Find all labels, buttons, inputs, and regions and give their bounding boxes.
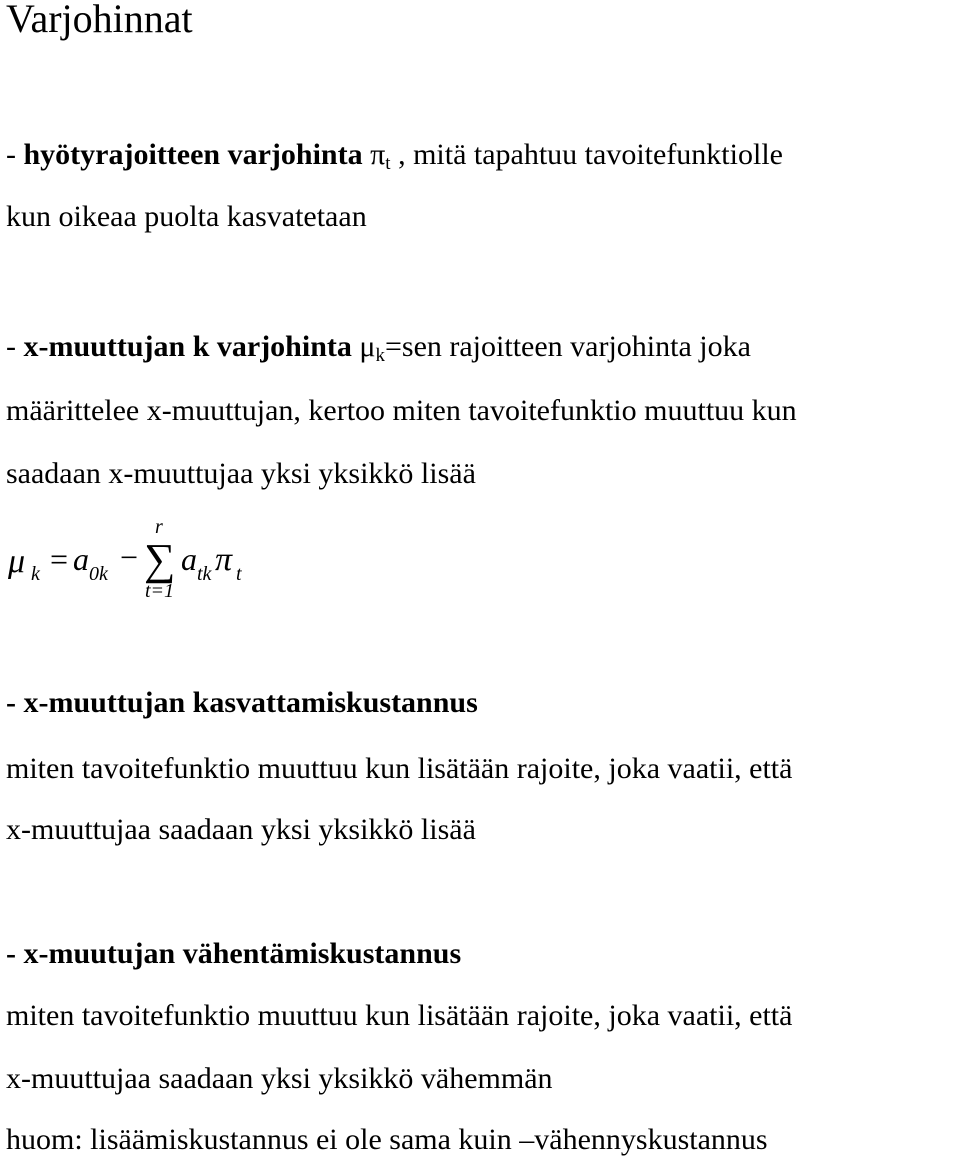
shadow-price-formula — [0, 500, 300, 610]
section2-dash: - — [6, 330, 24, 363]
section1-symbol: π — [370, 138, 386, 171]
formula-mu: μ — [8, 543, 26, 580]
formula-a: a — [181, 541, 197, 577]
section4-line3: x-muuttujaa saadaan yksi yksikkö vähemmän — [6, 1062, 553, 1095]
section2-line3: saadaan x-muuttujaa yksi yksikkö lisää — [6, 457, 476, 490]
section3-line3: x-muuttujaa saadaan yksi yksikkö lisää — [6, 813, 476, 846]
section2-symbol: μ — [359, 330, 376, 363]
formula-a-sub: tk — [197, 563, 212, 585]
section1-line1 — [6, 136, 783, 183]
formula-mu-sub: k — [31, 563, 40, 585]
formula-sigma-top: r — [155, 516, 163, 538]
section1-dash: - — [6, 138, 24, 171]
section1-heading: hyötyrajoitteen varjohinta — [23, 138, 363, 171]
page-title: Varjohinnat — [6, 0, 193, 41]
section3-line2: miten tavoitefunktio muuttuu kun lisätään rajoite, joka vaatii, että — [6, 752, 793, 785]
formula-equals: = — [50, 541, 69, 577]
section2-line1 — [6, 328, 751, 375]
section1-rest: , mitä tapahtuu tavoitefunktiolle — [390, 138, 783, 171]
formula-a0-sub: 0k — [89, 563, 108, 585]
formula-pi: π — [215, 541, 233, 578]
section2-symbol-sub: k — [375, 345, 385, 366]
section2-rest: =sen rajoitteen varjohinta joka — [384, 330, 751, 363]
section1-line2: kun oikeaa puolta kasvatetaan — [6, 200, 367, 233]
section4-heading: - x-muutujan vähentämiskustannus — [6, 937, 462, 970]
section2-heading: x-muuttujan k varjohinta — [23, 330, 352, 363]
formula-minus: − — [120, 539, 139, 575]
formula-pi-sub: t — [236, 563, 242, 585]
formula-a0: a — [73, 541, 89, 577]
section4-line2: miten tavoitefunktio muuttuu kun lisätään rajoite, joka vaatii, että — [6, 999, 793, 1032]
formula-sigma-bottom: t=1 — [145, 580, 175, 602]
formula-sigma: ∑ — [144, 535, 176, 584]
section1-symbol-sub: t — [385, 153, 391, 174]
section3-heading: - x-muuttujan kasvattamiskustannus — [6, 686, 478, 719]
section4-line4: huom: lisäämiskustannus ei ole sama kuin –vähennyskustannus — [6, 1123, 768, 1156]
section2-line2: määrittelee x-muuttujan, kertoo miten tavoitefunktio muuttuu kun — [6, 394, 797, 427]
